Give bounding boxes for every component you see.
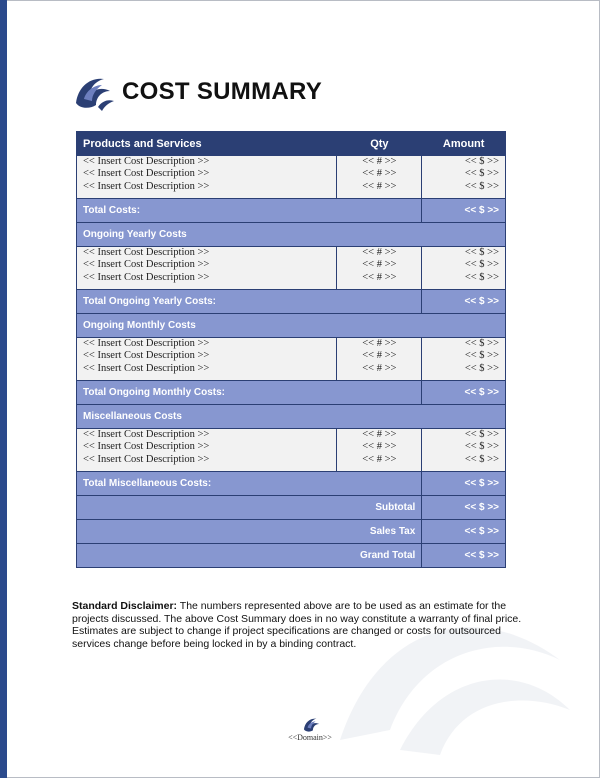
total-amount: << $ >> [422,290,506,314]
total-row [77,381,506,405]
section-heading: Miscellaneous Costs [77,405,506,429]
total-label: Total Costs: [77,199,422,223]
amount-value: << $ >> [464,453,499,465]
grand-total-amount: << $ >> [422,544,506,568]
disclaimer-label: Standard Disclaimer: [72,600,178,612]
qty-cell [337,247,422,290]
total-amount: << $ >> [422,199,506,223]
cost-description: << Insert Cost Description >> [83,362,210,374]
amount-value: << $ >> [464,429,499,440]
cost-description-cell [77,429,337,472]
total-label: Total Ongoing Yearly Costs: [77,290,422,314]
qty-value: << # >> [362,362,397,374]
left-stripe [0,0,7,778]
amount-value: << $ >> [464,168,499,180]
table-row [77,429,506,472]
cost-description: << Insert Cost Description >> [83,338,210,349]
cost-summary-table [76,131,506,568]
amount-value: << $ >> [464,247,499,258]
amount-value: << $ >> [464,259,499,271]
section-heading-row [77,314,506,338]
column-header-amount: Amount [422,132,506,156]
qty-value: << # >> [362,429,397,440]
amount-cell [422,156,506,199]
total-row [77,199,506,223]
table-row [77,338,506,381]
qty-value: << # >> [362,259,397,271]
disclaimer-paragraph [72,600,532,650]
wave-logo-icon [72,73,116,111]
amount-value: << $ >> [464,362,499,374]
amount-value: << $ >> [464,156,499,167]
cost-description: << Insert Cost Description >> [83,168,210,180]
total-label: Total Miscellaneous Costs: [77,472,422,496]
cost-description: << Insert Cost Description >> [83,180,210,192]
cost-description: << Insert Cost Description >> [83,247,210,258]
amount-value: << $ >> [464,271,499,283]
amount-cell [422,429,506,472]
section-heading: Ongoing Yearly Costs [77,223,506,247]
page-title: COST SUMMARY [122,78,323,105]
column-header-qty: Qty [337,132,422,156]
cost-description-cell [77,156,337,199]
amount-cell [422,338,506,381]
total-amount: << $ >> [422,472,506,496]
cost-description: << Insert Cost Description >> [83,259,210,271]
cost-description: << Insert Cost Description >> [83,350,210,362]
qty-value: << # >> [362,156,397,167]
cost-description: << Insert Cost Description >> [83,453,210,465]
subtotal-label: Subtotal [77,496,422,520]
column-header-products: Products and Services [77,132,337,156]
qty-value: << # >> [362,247,397,258]
cost-description: << Insert Cost Description >> [83,441,210,453]
total-amount: << $ >> [422,381,506,405]
qty-cell [337,156,422,199]
cost-description: << Insert Cost Description >> [83,156,210,167]
qty-value: << # >> [362,180,397,192]
qty-value: << # >> [362,441,397,453]
subtotal-amount: << $ >> [422,496,506,520]
page-header [72,72,322,112]
qty-value: << # >> [362,168,397,180]
total-label: Total Ongoing Monthly Costs: [77,381,422,405]
total-row [77,472,506,496]
qty-value: << # >> [362,338,397,349]
cost-description-cell [77,247,337,290]
grand-total-row [77,544,506,568]
cost-description-cell [77,338,337,381]
qty-cell [337,429,422,472]
section-heading: Ongoing Monthly Costs [77,314,506,338]
sales-tax-row [77,520,506,544]
amount-value: << $ >> [464,338,499,349]
amount-cell [422,247,506,290]
sales-tax-label: Sales Tax [77,520,422,544]
amount-value: << $ >> [464,350,499,362]
sales-tax-amount: << $ >> [422,520,506,544]
watermark-wave-graphic [300,560,580,760]
subtotal-row [77,496,506,520]
disclaimer-text: The numbers represented above are to be used as an estimate for the projects discussed. The above Cost Summary does in no way constitute a warranty of final price. Estimates are subject to change if project specifications are changed or costs for outsourced services change before being locked in by a binding contract. [72,600,522,650]
total-row [77,290,506,314]
amount-value: << $ >> [464,441,499,453]
footer-wave-logo-icon [302,716,322,733]
qty-cell [337,338,422,381]
cost-description: << Insert Cost Description >> [83,429,210,440]
footer-domain: <<Domain>> [288,733,332,742]
table-header-row [77,132,506,156]
section-heading-row [77,405,506,429]
table-row [77,247,506,290]
table-row [77,156,506,199]
grand-total-label: Grand Total [77,544,422,568]
qty-value: << # >> [362,271,397,283]
amount-value: << $ >> [464,180,499,192]
qty-value: << # >> [362,453,397,465]
section-heading-row [77,223,506,247]
qty-value: << # >> [362,350,397,362]
cost-description: << Insert Cost Description >> [83,271,210,283]
